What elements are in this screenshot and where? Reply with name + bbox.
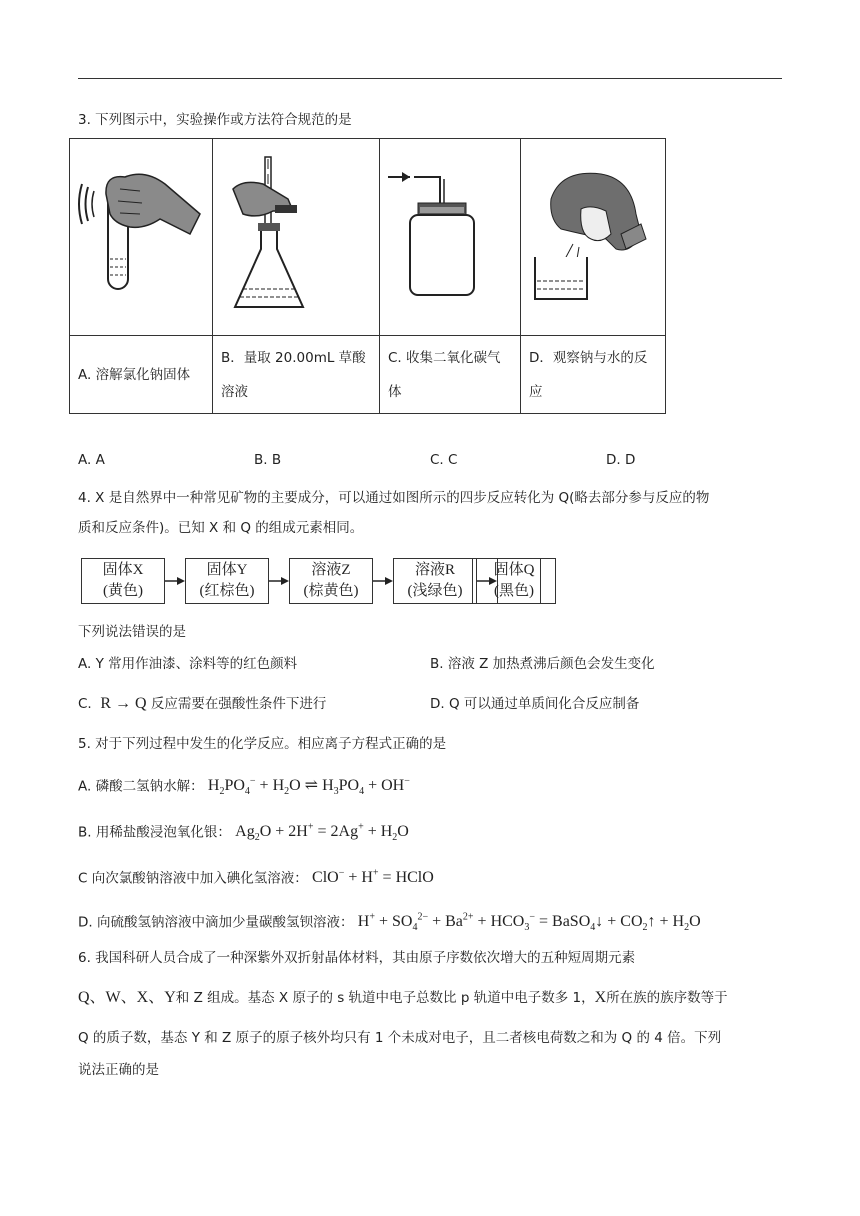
burette-flask-illustration: [213, 139, 379, 331]
gas-collection-bottle-illustration: [380, 139, 520, 331]
q4-option-d[interactable]: D. Q 可以通过单质间化合反应制备: [430, 696, 640, 712]
q3-caption-d: D．观察钠与水的反 应: [521, 336, 666, 414]
q3-image-c: [380, 139, 521, 336]
q3-image-d: [521, 139, 666, 336]
q4-option-a[interactable]: A. Y 常用作油漆、涂料等的红色颜料: [78, 656, 298, 672]
flow-box-r: 溶液R (浅绿色): [393, 558, 477, 604]
q6-line3: Q 的质子数，基态 Y 和 Z 原子的原子核外均只有 1 个未成对电子，且二者核电荷数之和为 Q 的 4 倍。下列: [78, 1030, 722, 1046]
flow-box-q: 固体Q (黑色): [472, 558, 556, 604]
flow-arrow-icon: [165, 574, 185, 588]
q3-image-a: [70, 139, 213, 336]
observing-reaction-illustration: [521, 139, 665, 331]
flow-box-z: 溶液Z (棕黄色): [289, 558, 373, 604]
q3-figure-table: [69, 138, 666, 414]
q3-choice-b[interactable]: B. B: [254, 452, 282, 468]
q3-choice-c[interactable]: C. C: [430, 452, 458, 468]
q6-line4: 说法正确的是: [78, 1062, 159, 1078]
q5-option-a[interactable]: A. 磷酸二氢钠水解： $H_2PO_4^- + H_2O$ ⇌ $H_3PO_4 + OH^-$: [78, 776, 410, 798]
q6-line1: 6. 我国科研人员合成了一种深紫外双折射晶体材料，其由原子序数依次增大的五种短周期元素: [78, 950, 636, 966]
q3-stem: 3. 下列图示中，实验操作或方法符合规范的是: [78, 112, 352, 128]
header-rule: [78, 78, 782, 79]
q4-stem-line1: 4. X 是自然界中一种常见矿物的主要成分，可以通过如图所示的四步反应转化为 Q(略去部分参与反应的物: [78, 490, 710, 506]
q3-image-b: [213, 139, 380, 336]
q5-option-b[interactable]: B. 用稀盐酸浸泡氧化银： $Ag_2O + 2H^+ = 2Ag^+ + H_2O$: [78, 822, 409, 844]
q4-option-c[interactable]: C. R → Q 反应需要在强酸性条件下进行: [78, 695, 327, 712]
flow-box-x: 固体X (黄色): [81, 558, 165, 604]
flow-arrow-icon: [373, 574, 393, 588]
q4-stem-line2: 质和反应条件)。已知 X 和 Q 的组成元素相同。: [78, 520, 364, 536]
q3-choice-d[interactable]: D. D: [606, 452, 636, 468]
flow-box-y: 固体Y (红棕色): [185, 558, 269, 604]
q3-caption-c: C. 收集二氧化碳气 体: [380, 336, 521, 414]
q4-prompt: 下列说法错误的是: [78, 624, 186, 640]
q4-option-b[interactable]: B. 溶液 Z 加热煮沸后颜色会发生变化: [430, 656, 655, 672]
q3-caption-b: B．量取 20.00mL 草酸 溶液: [213, 336, 380, 414]
q3-caption-a: A. 溶解氯化钠固体: [70, 336, 213, 414]
shaking-test-tube-illustration: [70, 139, 212, 331]
flow-arrow-icon: [269, 574, 289, 588]
q6-line2: Q、W、X、Y和 Z 组成。基态 X 原子的 s 轨道中电子总数比 p 轨道中电子数多 1，X所在族的族序数等于: [78, 989, 728, 1006]
q5-option-d[interactable]: D. 向硫酸氢钠溶液中滴加少量碳酸氢钡溶液： $H^+ + SO_4^{2-} + Ba^{2+} + HCO_3^-$ = BaSO$_4$↓ + $CO_2↑ + H_2O$: [78, 912, 701, 934]
q5-option-c[interactable]: C 向次氯酸钠溶液中加入碘化氢溶液： ClO− + H+ = HClO: [78, 868, 434, 887]
q5-stem: 5. 对于下列过程中发生的化学反应。相应离子方程式正确的是: [78, 736, 447, 752]
q3-choice-a[interactable]: A. A: [78, 452, 105, 468]
